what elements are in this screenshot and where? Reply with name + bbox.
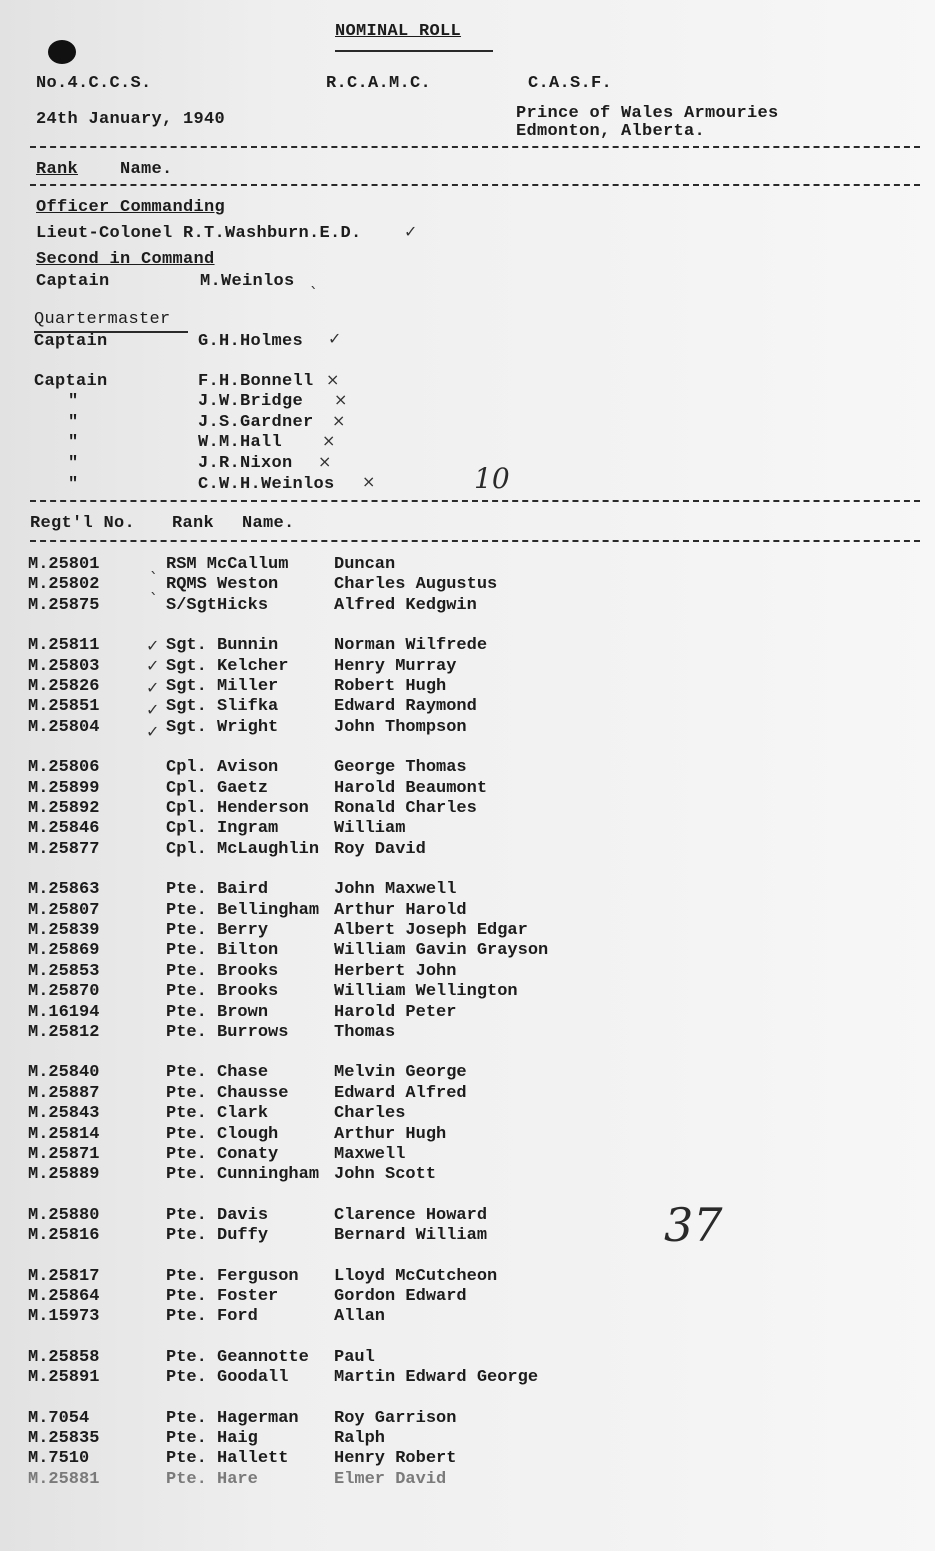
regimental-number: M.25816 [28,1226,100,1245]
captain-ditto: " [68,433,79,452]
rank-surname: Pte. Clough [166,1125,279,1144]
captain-ditto: " [68,392,79,411]
rank-surname: Pte. Hare [166,1470,258,1489]
given-names: Ronald Charles [334,799,477,818]
regimental-number: M.25877 [28,840,100,859]
rank-surname: Pte. Baird [166,880,269,899]
check-mark-icon: ✓ [146,700,160,719]
regimental-number: M.25863 [28,880,100,899]
rank-surname: Pte. Burrows [166,1023,289,1042]
roster-row [0,1063,935,1083]
regimental-number: M.25871 [28,1145,100,1164]
regimental-number: M.25843 [28,1104,100,1123]
roster-row [0,1023,935,1043]
rank-surname: Sgt. Bunnin [166,636,279,655]
check-mark-icon: ✓ [328,329,342,348]
regimental-number: M.25806 [28,758,100,777]
given-names: Duncan [334,555,396,574]
captain-name: J.W.Bridge [198,392,304,411]
rank-surname: Pte. Hagerman [166,1409,299,1428]
check-mark-icon: ✓ [146,722,160,741]
regimental-number: M.25892 [28,799,100,818]
regimental-number: M.25817 [28,1267,100,1286]
location-line-1: Prince of Wales Armouries [516,104,779,123]
given-names: John Maxwell [334,880,457,899]
cross-mark-icon: × [334,390,348,409]
rank-surname: Pte. Cunningham [166,1165,320,1184]
roster-row [0,555,935,575]
regimental-number: M.15973 [28,1307,100,1326]
given-names: Thomas [334,1023,396,1042]
roster-row [0,1165,935,1185]
regimental-number: M.25803 [28,657,100,676]
cross-mark-icon: × [362,472,376,491]
given-names: Alfred Kedgwin [334,596,477,615]
rank-surname: RQMS Weston [166,575,279,594]
given-names: William [334,819,406,838]
cross-mark-icon: × [322,431,336,450]
handwritten-officer-count: 10 [474,462,510,495]
rank-surname: Cpl. Ingram [166,819,279,838]
rank-surname: Pte. Bilton [166,941,279,960]
title-underline [335,50,493,52]
regimental-number: M.25889 [28,1165,100,1184]
roster-row [0,657,935,677]
regimental-number: M.25826 [28,677,100,696]
officer-commanding-heading: Officer Commanding [36,198,226,217]
rank-surname: Cpl. Gaetz [166,779,269,798]
rank-surname: Pte. Chase [166,1063,269,1082]
document-date: 24th January, 1940 [36,110,226,129]
roster-row [0,596,935,616]
regimental-number: M.25899 [28,779,100,798]
given-names: Arthur Hugh [334,1125,447,1144]
rank-surname: Sgt. Kelcher [166,657,289,676]
punch-hole [48,40,76,64]
rank-surname: Pte. Berry [166,921,269,940]
header-regtl-no: Regt'l No. [30,514,136,533]
roster-row [0,1470,935,1490]
roster-row [0,1084,935,1104]
handwritten-margin-note: 37 [664,1198,723,1252]
force-label: C.A.S.F. [528,74,613,93]
header-name: Name. [120,160,173,179]
roster-row [0,636,935,656]
rank-surname: Pte. Goodall [166,1368,289,1387]
given-names: Gordon Edward [334,1287,467,1306]
given-names: Clarence Howard [334,1206,488,1225]
rank-surname: Pte. Clark [166,1104,269,1123]
roster-row [0,880,935,900]
given-names: Roy David [334,840,426,859]
given-names: Lloyd McCutcheon [334,1267,498,1286]
rank-surname: S/SgtHicks [166,596,269,615]
roster-row [0,819,935,839]
regimental-number: M.16194 [28,1003,100,1022]
rank-surname: Pte. Ford [166,1307,258,1326]
given-names: George Thomas [334,758,467,777]
given-names: Henry Robert [334,1449,457,1468]
tick-mark-icon: ˎ [150,555,158,574]
roster-row [0,677,935,697]
rank-surname: Cpl. Avison [166,758,279,777]
header-rule-top [30,146,920,148]
regimental-number: M.25858 [28,1348,100,1367]
regimental-number: M.25864 [28,1287,100,1306]
regimental-number: M.25812 [28,1023,100,1042]
roster-row [0,962,935,982]
given-names: Harold Peter [334,1003,457,1022]
given-names: Edward Alfred [334,1084,467,1103]
regimental-number: M.25811 [28,636,100,655]
given-names: Albert Joseph Edgar [334,921,528,940]
corps-label: R.C.A.M.C. [326,74,432,93]
rank-surname: Pte. Bellingham [166,901,320,920]
rank-surname: Sgt. Slifka [166,697,279,716]
roster-row [0,901,935,921]
tick-mark-icon: ˎ [310,270,318,289]
second-in-command-rank: Captain [36,272,110,291]
captain-name: C.W.H.Weinlos [198,475,335,494]
roster-row [0,1003,935,1023]
roster-row [0,1429,935,1449]
captain-rank: Captain [34,372,108,391]
roster-row [0,1104,935,1124]
roster-row [0,941,935,961]
regimental-number: M.25846 [28,819,100,838]
regimental-number: M.25802 [28,575,100,594]
given-names: Arthur Harold [334,901,467,920]
roster-row [0,1125,935,1145]
roster-row [0,1267,935,1287]
rank-surname: Sgt. Wright [166,718,279,737]
regimental-number: M.25853 [28,962,100,981]
given-names: Martin Edward George [334,1368,539,1387]
given-names: Edward Raymond [334,697,477,716]
rank-surname: Pte. Chausse [166,1084,289,1103]
rank-surname: Pte. Hallett [166,1449,289,1468]
header-rank: Rank [172,514,215,533]
regimental-number: M.25870 [28,982,100,1001]
roster-row [0,1409,935,1429]
given-names: John Scott [334,1165,437,1184]
rank-surname: Pte. Brooks [166,982,279,1001]
regimental-number: M.25814 [28,1125,100,1144]
regimental-number: M.7054 [28,1409,90,1428]
given-names: Roy Garrison [334,1409,457,1428]
given-names: William Wellington [334,982,518,1001]
tick-mark-icon: ˎ [150,576,158,595]
regimental-number: M.25851 [28,697,100,716]
roster-row [0,1226,935,1246]
given-names: Ralph [334,1429,386,1448]
captain-ditto: " [68,454,79,473]
rank-surname: Pte. Ferguson [166,1267,299,1286]
regimental-number: M.25840 [28,1063,100,1082]
header-rule-bottom [30,184,920,186]
roster-row [0,575,935,595]
given-names: Harold Beaumont [334,779,488,798]
quartermaster-rank: Captain [34,332,108,351]
given-names: Bernard William [334,1226,488,1245]
given-names: Paul [334,1348,375,1367]
captain-ditto: " [68,475,79,494]
given-names: Maxwell [334,1145,406,1164]
regimental-number: M.25807 [28,901,100,920]
roster-row [0,1307,935,1327]
given-names: Herbert John [334,962,457,981]
roster-row [0,1287,935,1307]
captain-name: J.R.Nixon [198,454,293,473]
roster-row [0,982,935,1002]
location-line-2: Edmonton, Alberta. [516,122,706,141]
given-names: Melvin George [334,1063,467,1082]
rank-surname: Pte. Duffy [166,1226,269,1245]
roster-row [0,1368,935,1388]
rank-surname: Sgt. Miller [166,677,279,696]
roster-row [0,1206,935,1226]
roster-row [0,921,935,941]
check-mark-icon: ✓ [146,636,160,655]
regimental-number: M.25880 [28,1206,100,1225]
given-names: William Gavin Grayson [334,941,549,960]
rank-surname: Pte. Foster [166,1287,279,1306]
second-in-command-heading: Second in Command [36,250,215,269]
roster-rule-bottom [30,540,920,542]
captain-name: W.M.Hall [198,433,283,452]
regimental-number: M.25804 [28,718,100,737]
given-names: Charles [334,1104,406,1123]
regimental-number: M.25869 [28,941,100,960]
check-mark-icon: ✓ [146,678,160,697]
rank-surname: Cpl. McLaughlin [166,840,320,859]
given-names: Robert Hugh [334,677,447,696]
cross-mark-icon: × [332,411,346,430]
regimental-number: M.25875 [28,596,100,615]
document-title: NOMINAL ROLL [335,22,462,41]
roster-row [0,758,935,778]
roster-row [0,799,935,819]
regimental-number: M.25801 [28,555,100,574]
regimental-number: M.25881 [28,1470,100,1489]
cross-mark-icon: × [318,452,332,471]
roster-row [0,697,935,717]
rank-surname: RSM McCallum [166,555,289,574]
check-mark-icon: ✓ [404,222,418,241]
rank-surname: Pte. Conaty [166,1145,279,1164]
roster-row [0,1449,935,1469]
given-names: Charles Augustus [334,575,498,594]
given-names: Elmer David [334,1470,447,1489]
rank-surname: Pte. Haig [166,1429,258,1448]
roster-row [0,779,935,799]
given-names: Henry Murray [334,657,457,676]
rank-surname: Pte. Davis [166,1206,269,1225]
regimental-number: M.25891 [28,1368,100,1387]
header-rank: Rank [36,160,79,179]
rank-surname: Pte. Brown [166,1003,269,1022]
roster-row [0,1145,935,1165]
roster-row [0,718,935,738]
second-in-command-name: M.Weinlos [200,272,295,291]
roster-row [0,1348,935,1368]
regimental-number: M.7510 [28,1449,90,1468]
captain-name: J.S.Gardner [198,413,314,432]
rank-surname: Pte. Brooks [166,962,279,981]
check-mark-icon: ✓ [146,656,160,675]
regimental-number: M.25839 [28,921,100,940]
given-names: Allan [334,1307,386,1326]
quartermaster-name: G.H.Holmes [198,332,304,351]
roster-rule-top [30,500,920,502]
given-names: John Thompson [334,718,467,737]
header-name: Name. [242,514,295,533]
rank-surname: Pte. Geannotte [166,1348,309,1367]
regimental-number: M.25887 [28,1084,100,1103]
captain-ditto: " [68,413,79,432]
given-names: Norman Wilfrede [334,636,488,655]
rank-surname: Cpl. Henderson [166,799,309,818]
cross-mark-icon: × [326,370,340,389]
officer-commanding-line: Lieut-Colonel R.T.Washburn.E.D. [36,224,362,243]
roster-row [0,840,935,860]
regimental-number: M.25835 [28,1429,100,1448]
unit-label: No.4.C.C.S. [36,74,152,93]
captain-name: F.H.Bonnell [198,372,314,391]
quartermaster-heading: Quartermaster [34,310,171,329]
